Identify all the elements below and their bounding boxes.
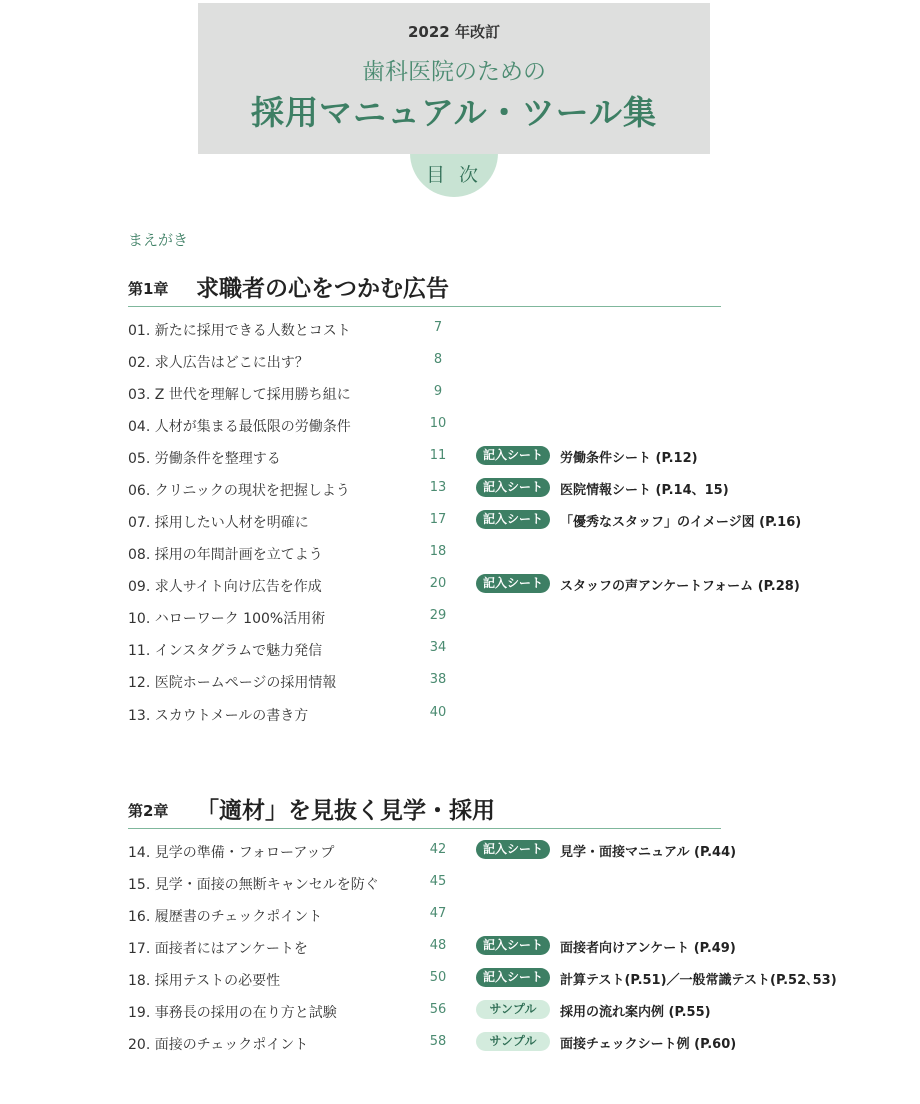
- entry-page: 18: [429, 544, 447, 559]
- entry-title: 06. クリニックの現状を把握しよう: [128, 483, 350, 499]
- sample-badge: サンプル: [476, 1000, 550, 1019]
- entry-title: 03. Z 世代を理解して採用勝ち組に: [128, 387, 351, 403]
- worksheet-title: スタッフの声アンケートフォーム (P.28): [560, 579, 800, 594]
- toc-entry[interactable]: [0, 350, 920, 374]
- worksheet-badge: 記入シート: [476, 968, 550, 987]
- edition-label: 2022 年改訂: [408, 23, 500, 41]
- entry-page: 48: [429, 938, 447, 953]
- entry-page: 42: [429, 842, 447, 857]
- entry-page: 13: [429, 480, 447, 495]
- entry-page: 17: [429, 512, 447, 527]
- entry-page: 45: [429, 874, 447, 889]
- chapter-number: 第1章: [128, 280, 169, 298]
- preface-link[interactable]: まえがき: [128, 231, 189, 249]
- worksheet-badge: 記入シート: [476, 478, 550, 497]
- entry-title: 19. 事務長の採用の在り方と試験: [128, 1005, 337, 1021]
- entry-page: 7: [433, 320, 443, 335]
- entry-title: 10. ハローワーク 100%活用術: [128, 611, 326, 627]
- worksheet-title: 医院情報シート (P.14、15): [560, 483, 729, 498]
- entry-page: 56: [429, 1002, 447, 1017]
- entry-page: 47: [429, 906, 447, 921]
- entry-title: 18. 採用テストの必要性: [128, 973, 281, 989]
- subtitle: 歯科医院のための: [362, 59, 546, 85]
- chapter-title: 「適材」を見抜く見学・採用: [196, 798, 495, 824]
- toc-entry[interactable]: [0, 478, 920, 502]
- toc-entry[interactable]: [0, 574, 920, 598]
- toc-entry[interactable]: [0, 968, 920, 992]
- entry-page: 50: [429, 970, 447, 985]
- toc-entry[interactable]: [0, 446, 920, 470]
- entry-title: 08. 採用の年間計画を立てよう: [128, 547, 323, 563]
- toc-entry[interactable]: [0, 904, 920, 928]
- toc-entry[interactable]: [0, 840, 920, 864]
- worksheet-title: 見学・面接マニュアル (P.44): [560, 845, 737, 860]
- entry-page: 10: [429, 416, 447, 431]
- document-title: 採用マニュアル・ツール集: [250, 93, 658, 132]
- sample-title: 採用の流れ案内例 (P.55): [560, 1005, 711, 1020]
- toc-entry[interactable]: [0, 542, 920, 566]
- entry-page: 58: [429, 1034, 447, 1049]
- entry-page: 11: [429, 448, 447, 463]
- worksheet-badge: 記入シート: [476, 936, 550, 955]
- worksheet-title: 「優秀なスタッフ」のイメージ図 (P.16): [560, 515, 802, 530]
- toc-entry[interactable]: [0, 414, 920, 438]
- toc-entry[interactable]: [0, 1032, 920, 1056]
- worksheet-title: 面接者向けアンケート (P.49): [560, 941, 736, 956]
- entry-title: 09. 求人サイト向け広告を作成: [128, 579, 322, 595]
- worksheet-badge: 記入シート: [476, 840, 550, 859]
- toc-entry[interactable]: [0, 382, 920, 406]
- entry-title: 13. スカウトメールの書き方: [128, 708, 309, 724]
- entry-page: 9: [433, 384, 443, 399]
- entry-title: 20. 面接のチェックポイント: [128, 1037, 309, 1053]
- entry-title: 11. インスタグラムで魅力発信: [128, 643, 323, 659]
- entry-title: 14. 見学の準備・フォローアップ: [128, 845, 335, 861]
- toc-entry[interactable]: [0, 510, 920, 534]
- chapter-2-heading: [128, 792, 721, 829]
- toc-entry[interactable]: [0, 606, 920, 630]
- toc-entry[interactable]: [0, 1000, 920, 1024]
- worksheet-badge: 記入シート: [476, 446, 550, 465]
- toc-entry[interactable]: [0, 638, 920, 662]
- worksheet-title: 計算テスト(P.51)／一般常識テスト(P.52､53): [560, 973, 837, 988]
- worksheet-badge: 記入シート: [476, 574, 550, 593]
- entry-page: 20: [429, 576, 447, 591]
- toc-entry[interactable]: [0, 318, 920, 342]
- chapter-number: 第2章: [128, 802, 169, 820]
- sample-title: 面接チェックシート例 (P.60): [560, 1037, 737, 1052]
- entry-page: 40: [429, 705, 447, 720]
- toc-heading: 目 次: [425, 164, 483, 186]
- sample-badge: サンプル: [476, 1032, 550, 1051]
- chapter-title: 求職者の心をつかむ広告: [196, 276, 449, 302]
- entry-title: 17. 面接者にはアンケートを: [128, 941, 308, 957]
- worksheet-badge: 記入シート: [476, 510, 550, 529]
- entry-page: 29: [429, 608, 447, 623]
- toc-entry[interactable]: [0, 936, 920, 960]
- toc-entry[interactable]: [0, 872, 920, 896]
- entry-title: 02. 求人広告はどこに出す？: [128, 355, 309, 371]
- entry-page: 38: [429, 672, 447, 687]
- entry-title: 01. 新たに採用できる人数とコスト: [128, 323, 351, 339]
- entry-title: 12. 医院ホームページの採用情報: [128, 675, 337, 691]
- entry-title: 16. 履歴書のチェックポイント: [128, 909, 323, 925]
- entry-title: 05. 労働条件を整理する: [128, 451, 281, 467]
- entry-title: 07. 採用したい人材を明確に: [128, 515, 309, 531]
- entry-title: 15. 見学・面接の無断キャンセルを防ぐ: [128, 877, 379, 893]
- entry-page: 8: [433, 352, 443, 367]
- entry-title: 04. 人材が集まる最低限の労働条件: [128, 419, 351, 435]
- worksheet-title: 労働条件シート (P.12): [560, 451, 698, 466]
- toc-entry[interactable]: [0, 670, 920, 694]
- chapter-1-heading: [128, 270, 721, 307]
- entry-page: 34: [429, 640, 447, 655]
- toc-entry[interactable]: [0, 703, 920, 727]
- title-banner: [198, 3, 710, 154]
